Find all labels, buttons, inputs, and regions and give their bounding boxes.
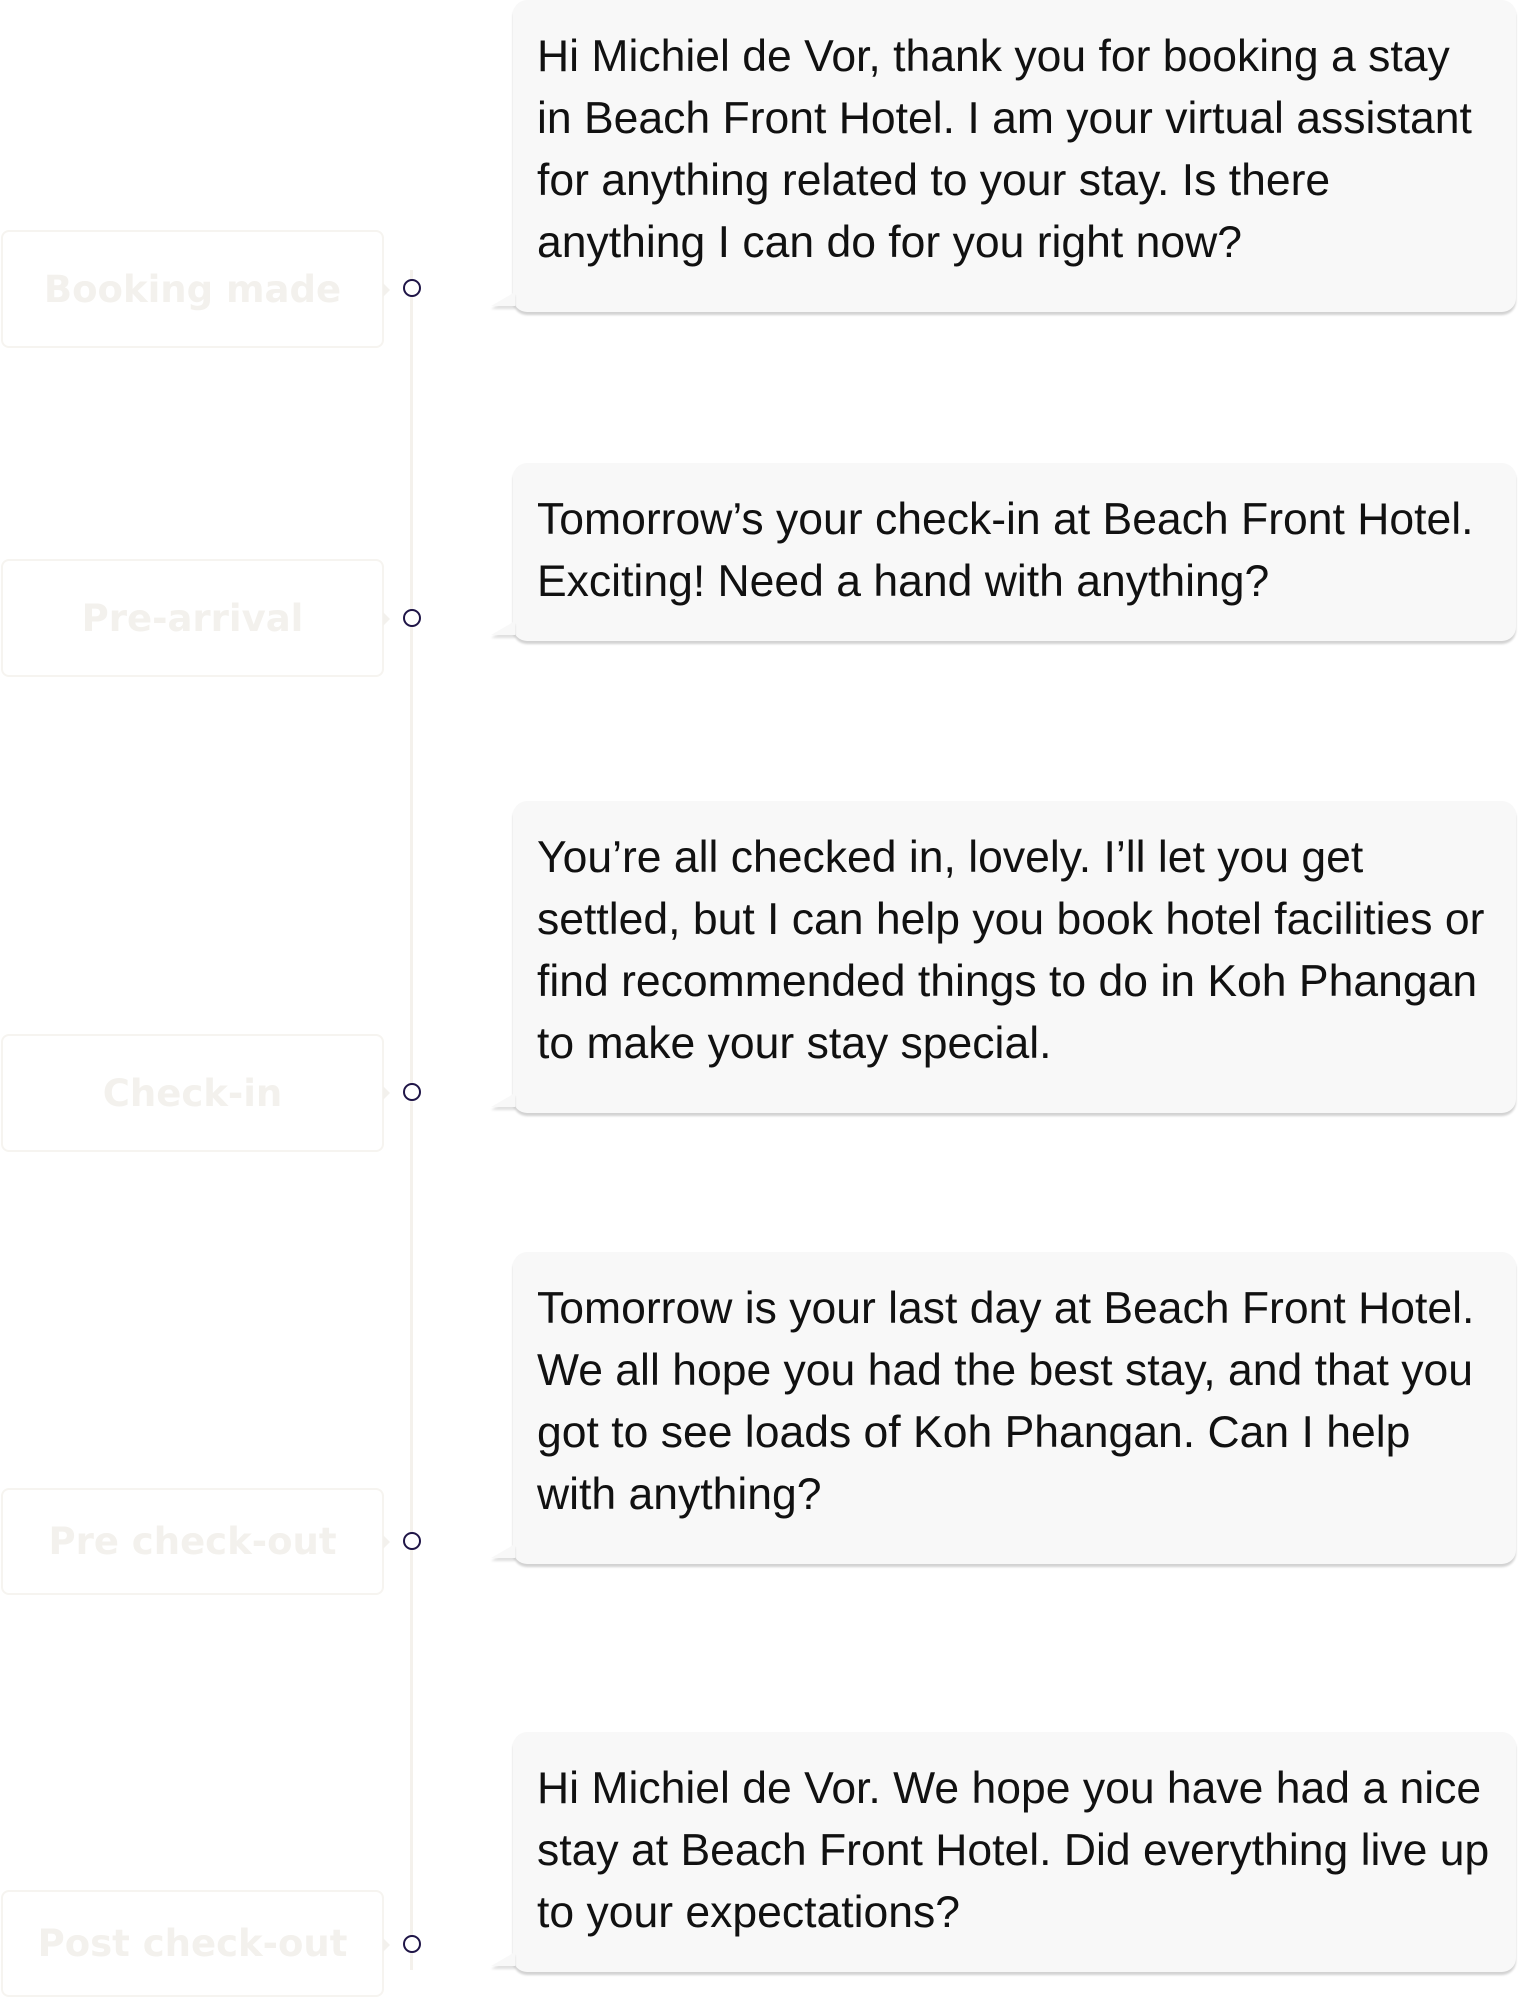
chat-message-text: Tomorrow is your last day at Beach Front Hotel. We all hope you had the best stay, and that you got to see loads of Koh Phangan. Can I help with anything? — [537, 1284, 1475, 1519]
bubble-tail-icon — [491, 1093, 515, 1107]
stage-label-box[interactable] — [1, 1034, 384, 1152]
timeline-node-icon — [403, 1935, 421, 1953]
bubble-tail-icon — [491, 621, 515, 635]
chat-message-bubble — [513, 801, 1516, 1113]
chat-message-text: Tomorrow’s your check-in at Beach Front Hotel. Exciting! Need a hand with anything? — [537, 495, 1474, 606]
stage-arrow-icon — [383, 1938, 390, 1952]
stage-label: Pre-arrival — [81, 596, 304, 640]
stage-arrow-icon — [383, 612, 390, 626]
timeline-node-icon — [403, 279, 421, 297]
stage-label-box[interactable] — [1, 1890, 384, 1997]
timeline-node-icon — [403, 1532, 421, 1550]
stage-label: Check-in — [102, 1071, 283, 1115]
stage-label: Post check-out — [37, 1922, 348, 1965]
timeline-node-icon — [403, 609, 421, 627]
timeline-node-icon — [403, 1083, 421, 1101]
stage-label: Pre check-out — [48, 1520, 337, 1563]
chat-message-text: You’re all checked in, lovely. I’ll let you get settled, but I can help you book hotel facilities or find recommended things to do in Koh Phangan to make your stay special. — [537, 833, 1485, 1068]
bubble-tail-icon — [491, 1544, 515, 1558]
stage-label-box[interactable] — [1, 559, 384, 677]
bubble-tail-icon — [491, 292, 515, 306]
chat-message-bubble — [513, 1732, 1516, 1972]
timeline-line — [410, 270, 413, 1970]
chat-message-bubble — [513, 1252, 1516, 1564]
chat-message-text: Hi Michiel de Vor, thank you for booking a stay in Beach Front Hotel. I am your virtual assistant for anything related to your stay. Is there anything I can do for you right now? — [537, 32, 1472, 267]
stage-arrow-icon — [383, 1535, 390, 1549]
stage-label-box[interactable] — [1, 1488, 384, 1595]
chat-message-bubble — [513, 0, 1516, 312]
chat-message-bubble — [513, 463, 1516, 641]
bubble-tail-icon — [491, 1952, 515, 1966]
stage-arrow-icon — [383, 283, 390, 297]
stage-arrow-icon — [383, 1086, 390, 1100]
chat-message-text: Hi Michiel de Vor. We hope you have had a nice stay at Beach Front Hotel. Did everything live up to your expectations? — [537, 1764, 1490, 1937]
stage-label-box[interactable] — [1, 230, 384, 348]
stage-label: Booking made — [43, 267, 342, 311]
